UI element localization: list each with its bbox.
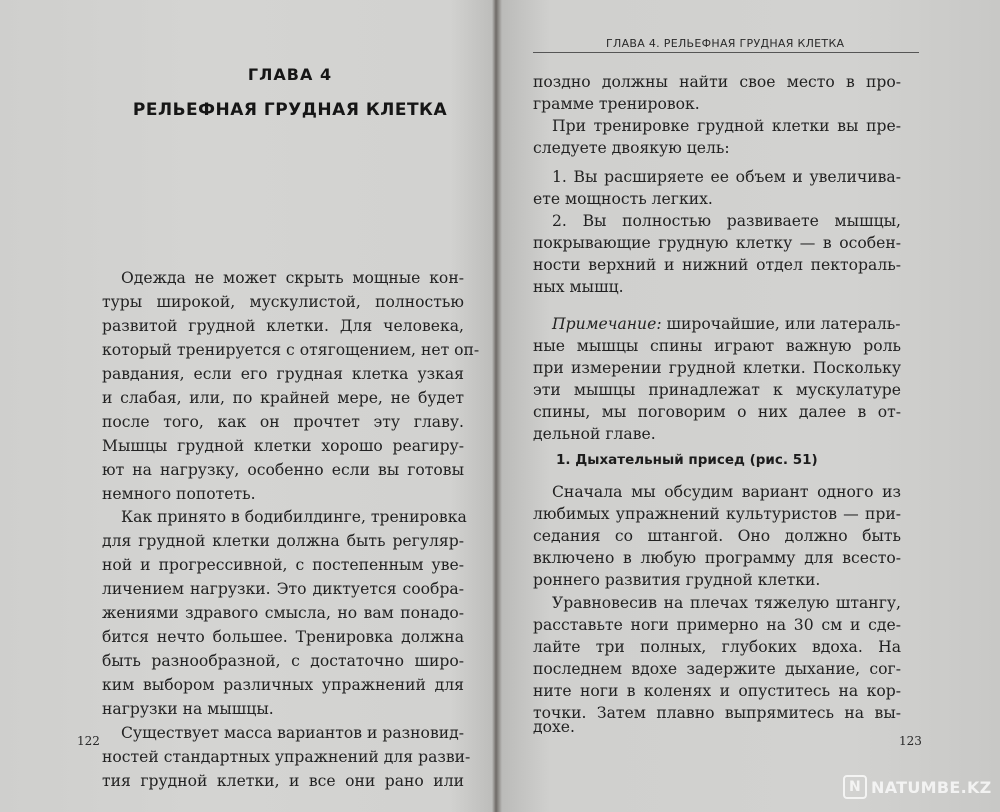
text-line: грамме тренировок. (533, 95, 700, 113)
text-line: нагрузки на мышцы. (102, 700, 274, 718)
text-line: жениями здравого смысла, но вам понадо- (102, 604, 464, 622)
text-line: дельной главе. (533, 425, 656, 443)
text-line: Сначала мы обсудим вариант одного из (552, 483, 901, 501)
list-item-1: 1. Вы расширяете ее объем и увеличива- (552, 168, 901, 186)
text-line: ности верхний и нижний отдел пектораль- (533, 256, 901, 274)
text-line: ют на нагрузку, особенно если вы готовы (102, 461, 464, 479)
text-line: любимых упражнений культуристов — при- (533, 505, 901, 523)
text-line: тия грудной клетки, и все они рано или (102, 772, 464, 790)
page-number-right: 123 (899, 734, 922, 748)
text-line: седания со штангой. Оно должно быть (533, 527, 901, 545)
text-line: для грудной клетки должна быть регуляр- (102, 532, 464, 550)
text-line: точки. Затем плавно выпрямитесь на вы- (533, 704, 901, 722)
watermark-text: NATUMBE.KZ (871, 777, 992, 797)
text-line: бится нечто большее. Тренировка должна (102, 628, 464, 646)
text-line: развитой грудной клетки. Для человека, (102, 317, 464, 335)
text-line: быть разнообразной, с достаточно широ- (102, 652, 464, 670)
note-label: Примечание: (552, 315, 662, 333)
text-line: равдания, если его грудная клетка узкая (102, 365, 464, 383)
text-line: ким выбором различных упражнений для (102, 676, 464, 694)
text-line: Как принято в бодибилдинге, тренировка (121, 508, 467, 526)
text-line: роннего развития грудной клетки. (533, 571, 821, 589)
text-line: последнем вдохе задержите дыхание, сог- (533, 660, 901, 678)
text-line: спины, мы поговорим о них далее в от- (533, 403, 901, 421)
text-line: лайте три полных, глубоких вдоха. На (533, 638, 901, 656)
left-page (0, 0, 495, 812)
chapter-title: РЕЛЬЕФНАЯ ГРУДНАЯ КЛЕТКА (132, 100, 448, 120)
header-rule (533, 52, 919, 53)
text-line: следуете двоякую цель: (533, 139, 730, 157)
text-line: ните ноги в коленях и опуститесь на кор- (533, 682, 901, 700)
text-line: немного попотеть. (102, 485, 256, 503)
text-line: ностей стандартных упражнений для разви- (102, 748, 471, 766)
text-line: дохе. (533, 718, 575, 736)
text-line: ных мышц. (533, 278, 624, 296)
text-line: расставьте ноги примерно на 30 см и сде- (533, 616, 901, 634)
text-line: который тренируется с отягощением, нет оп- (102, 341, 480, 359)
text-line: ной и прогрессивной, с постепенным уве- (102, 556, 464, 574)
text-line: при измерении грудной клетки. Поскольку (533, 359, 901, 377)
page-number-left: 122 (77, 734, 100, 748)
text-line: При тренировке грудной клетки вы пре- (552, 117, 901, 135)
text-line: Уравновесив на плечах тяжелую штангу, (552, 594, 901, 612)
text-line: Одежда не может скрыть мощные кон- (121, 269, 464, 287)
watermark-logo-icon: N (843, 775, 867, 799)
running-head: ГЛАВА 4. РЕЛЬЕФНАЯ ГРУДНАЯ КЛЕТКА (606, 37, 845, 50)
text-line: личением нагрузки. Это диктуется сообра- (102, 580, 464, 598)
note-text: широчайшие, или латераль- (661, 315, 901, 333)
text-line: включено в любую программу для всесто- (533, 549, 901, 567)
watermark (843, 775, 992, 799)
text-line: поздно должны найти свое место в про- (533, 73, 901, 91)
text-line: и слабая, или, по крайней мере, не будет (102, 389, 464, 407)
text-line: покрывающие грудную клетку — в особен- (533, 234, 901, 252)
text-line: Существует масса вариантов и разновид- (121, 724, 464, 742)
text-line: ные мышцы спины играют важную роль (533, 337, 901, 355)
text-line: эти мышцы принадлежат к мускулатуре (533, 381, 901, 399)
note-first-line (552, 314, 901, 334)
text-line: Мышцы грудной клетки хорошо реагиру- (102, 437, 464, 455)
section-heading: 1. Дыхательный присед (рис. 51) (556, 452, 818, 468)
chapter-label: ГЛАВА 4 (247, 65, 333, 84)
list-item-2: 2. Вы полностью развиваете мышцы, (552, 212, 901, 230)
text-line: туры широкой, мускулистой, полностью (102, 293, 464, 311)
text-line: после того, как он прочтет эту главу. (102, 413, 464, 431)
text-line: ете мощность легких. (533, 190, 713, 208)
